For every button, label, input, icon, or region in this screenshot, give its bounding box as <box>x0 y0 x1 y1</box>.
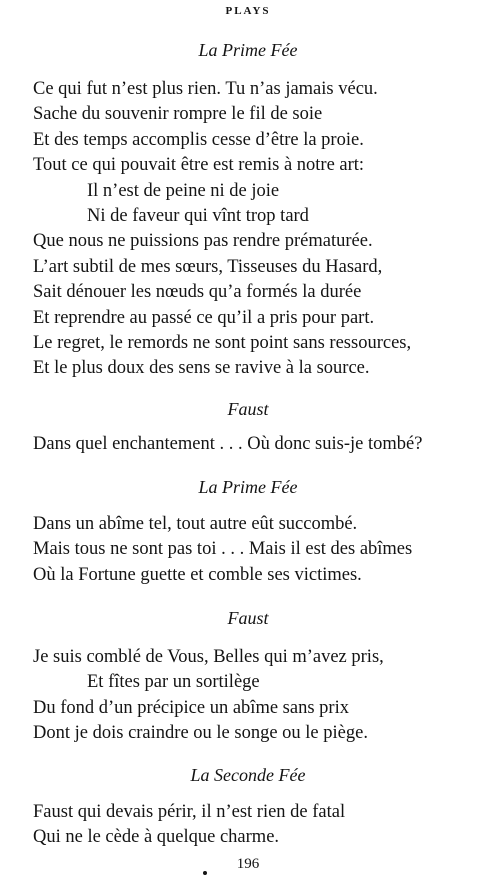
verse-line: Je suis comblé de Vous, Belles qui m’avez pris, <box>33 647 384 667</box>
verse-line: Tout ce qui pouvait être est remis à notre art: <box>33 155 365 176</box>
verse-line: Que nous ne puissions pas rendre prématurée. <box>33 231 373 252</box>
speaker-name: La Seconde Fée <box>190 765 306 785</box>
verse-line: Dans quel enchantement . . . Où donc suis-je tombé? <box>33 434 423 454</box>
verse-block <box>33 432 483 457</box>
verse-line: Mais tous ne sont pas toi . . . Mais il est des abîmes <box>33 539 413 560</box>
verse-line: Le regret, le remords ne sont point sans ressources, <box>33 332 412 353</box>
verse-line: Sache du souvenir rompre le fil de soie <box>33 104 323 125</box>
speaker-name: Faust <box>227 399 269 419</box>
verse-line: Dont je dois craindre ou le songe ou le piège. <box>33 723 368 744</box>
verse-block <box>33 77 483 382</box>
verse-line: Où la Fortune guette et comble ses victimes. <box>33 564 362 585</box>
running-head: PLAYS <box>225 5 271 17</box>
verse-line: Et le plus doux des sens se ravive à la source. <box>33 358 370 379</box>
speaker-name: La Prime Fée <box>198 477 298 497</box>
verse-line: Et des temps accomplis cesse d’être la proie. <box>33 129 364 150</box>
verse-line: Du fond d’un précipice un abîme sans prix <box>33 697 349 718</box>
verse-block <box>33 800 483 851</box>
verse-block <box>33 512 483 588</box>
verse-block <box>33 645 483 747</box>
verse-line: Ni de faveur qui vînt trop tard <box>87 205 309 226</box>
verse-line: Et fîtes par un sortilège <box>87 672 260 693</box>
verse-line: Faust qui devais périr, il n’est rien de fatal <box>33 802 346 822</box>
verse-line: Qui ne le cède à quelque charme. <box>33 827 280 848</box>
page-number: 196 <box>236 856 260 872</box>
speaker-name: La Prime Fée <box>198 40 298 60</box>
speaker-name: Faust <box>227 608 269 628</box>
verse-line: Et reprendre au passé ce qu’il a pris pour part. <box>33 307 375 328</box>
verse-line: Ce qui fut n’est plus rien. Tu n’as jamais vécu. <box>33 79 378 99</box>
verse-line: L’art subtil de mes sœurs, Tisseuses du Hasard, <box>33 256 383 277</box>
verse-line: Sait dénouer les nœuds qu’a formés la durée <box>33 282 362 303</box>
verse-line: Dans un abîme tel, tout autre eût succombé. <box>33 514 358 534</box>
verse-line: Il n’est de peine ni de joie <box>87 180 280 201</box>
